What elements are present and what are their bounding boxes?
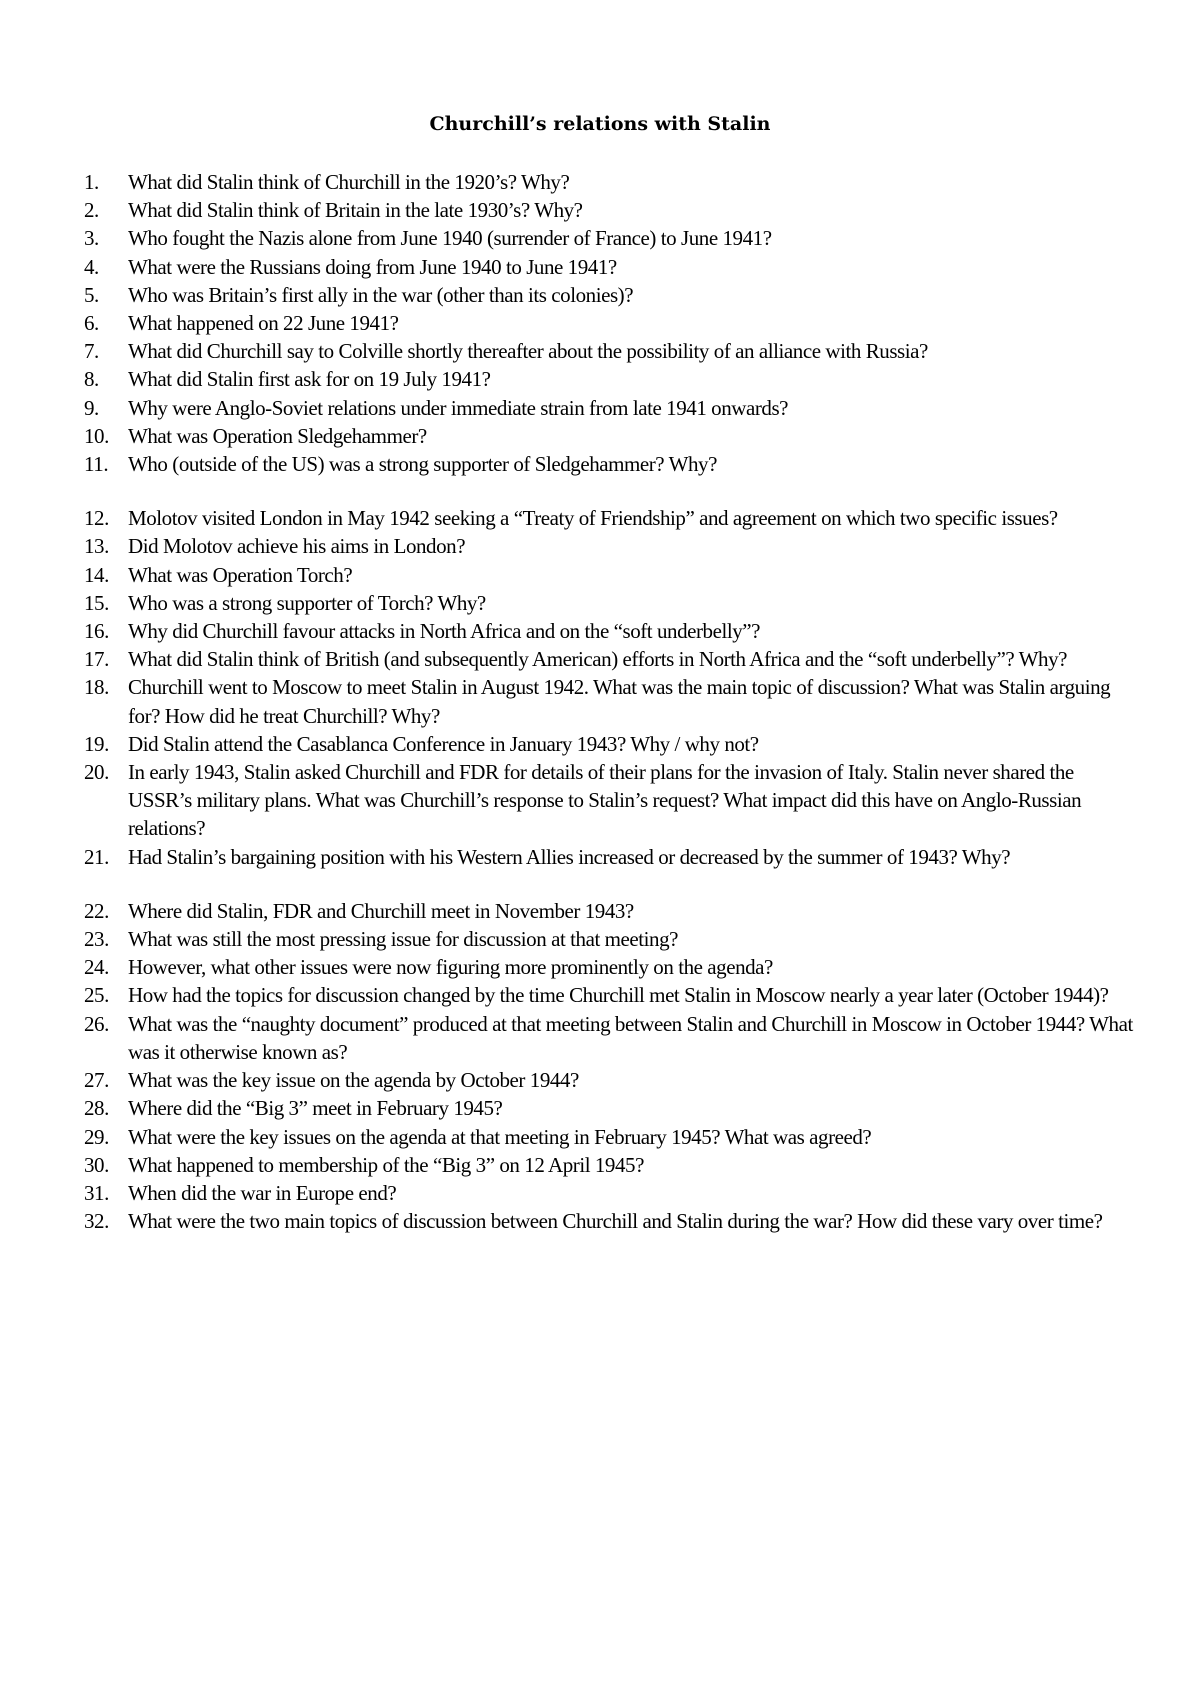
- question-item: [84, 645, 1134, 673]
- document-title: Churchill’s relations with Stalin: [429, 113, 771, 135]
- question-number: 19.: [84, 731, 109, 756]
- question-item: [84, 168, 1134, 196]
- question-text: Why did Churchill favour attacks in North Africa and on the “soft underbelly”?: [128, 619, 761, 644]
- question-number: 17.: [84, 647, 109, 672]
- question-number: 22.: [84, 898, 109, 923]
- question-item: [84, 394, 1134, 422]
- question-number: 32.: [84, 1209, 109, 1234]
- question-text: What was the “naughty document” produced at that meeting between Stalin and Churchill in Moscow in October 1944? What was it otherwise known as?: [128, 1011, 1133, 1064]
- question-number: 27.: [84, 1068, 109, 1093]
- question-item: [84, 561, 1134, 589]
- question-text: What did Stalin think of Churchill in the 1920’s? Why?: [128, 170, 570, 194]
- question-text: Did Molotov achieve his aims in London?: [128, 534, 466, 559]
- question-number: 7.: [84, 339, 99, 364]
- question-text: What was Operation Torch?: [128, 562, 353, 587]
- question-number: 10.: [84, 423, 109, 448]
- question-item: [84, 196, 1134, 224]
- question-text: Did Stalin attend the Casablanca Conference in January 1943? Why / why not?: [128, 731, 759, 756]
- question-text: Where did Stalin, FDR and Churchill meet in November 1943?: [128, 898, 634, 923]
- question-text: What happened to membership of the “Big 3” on 12 April 1945?: [128, 1152, 644, 1177]
- question-text: Who (outside of the US) was a strong supporter of Sledgehammer? Why?: [128, 452, 717, 477]
- question-item: [84, 224, 1134, 252]
- question-text: Had Stalin’s bargaining position with his Western Allies increased or decreased by the summer of 1943? Why?: [128, 844, 1011, 869]
- question-item: [84, 532, 1134, 560]
- question-text: What were the two main topics of discussion between Churchill and Stalin during the war? How did these vary over time?: [128, 1209, 1103, 1234]
- question-item: [84, 504, 1134, 532]
- question-text: When did the war in Europe end?: [128, 1180, 397, 1205]
- question-item: [84, 422, 1134, 450]
- question-text: What was still the most pressing issue for discussion at that meeting?: [128, 927, 678, 952]
- question-text: However, what other issues were now figuring more prominently on the agenda?: [128, 955, 773, 980]
- question-text: What did Stalin think of British (and subsequently American) efforts in North Africa and the “soft underbelly”? Why?: [128, 647, 1068, 672]
- question-item: [84, 897, 1134, 925]
- question-text: What did Stalin think of Britain in the late 1930’s? Why?: [128, 198, 583, 223]
- question-number: 14.: [84, 562, 109, 587]
- question-item: [84, 309, 1134, 337]
- question-item: [84, 450, 1134, 478]
- question-item: [84, 1010, 1134, 1066]
- question-item: [84, 1179, 1134, 1207]
- question-number: 6.: [84, 311, 99, 336]
- question-item: [84, 758, 1134, 843]
- question-text: What were the key issues on the agenda at that meeting in February 1945? What was agreed?: [128, 1124, 872, 1149]
- question-item: [84, 589, 1134, 617]
- question-number: 2.: [84, 198, 99, 223]
- question-text: Churchill went to Moscow to meet Stalin in August 1942. What was the main topic of discussion? What was Stalin arguing for? How did he treat Churchill? Why?: [128, 675, 1111, 728]
- question-text: What was Operation Sledgehammer?: [128, 423, 427, 448]
- question-item: [84, 730, 1134, 758]
- question-text: Who was a strong supporter of Torch? Why?: [128, 590, 486, 615]
- question-number: 31.: [84, 1180, 109, 1205]
- question-text: Where did the “Big 3” meet in February 1945?: [128, 1096, 503, 1121]
- question-item: [84, 843, 1134, 871]
- question-number: 5.: [84, 282, 99, 307]
- question-text: Who was Britain’s first ally in the war (other than its colonies)?: [128, 282, 634, 307]
- question-number: 12.: [84, 506, 109, 531]
- question-item: [84, 981, 1134, 1009]
- question-item: [84, 953, 1134, 981]
- question-item: [84, 253, 1134, 281]
- question-number: 13.: [84, 534, 109, 559]
- question-number: 21.: [84, 844, 109, 869]
- question-item: [84, 925, 1134, 953]
- question-item: [84, 337, 1134, 365]
- question-number: 30.: [84, 1152, 109, 1177]
- question-text: Why were Anglo-Soviet relations under immediate strain from late 1941 onwards?: [128, 395, 789, 420]
- question-item: [84, 1066, 1134, 1094]
- question-list: [84, 168, 1134, 1235]
- question-item: [84, 1123, 1134, 1151]
- question-number: 8.: [84, 367, 99, 392]
- question-item: [84, 673, 1134, 729]
- question-number: 28.: [84, 1096, 109, 1121]
- question-number: 4.: [84, 254, 99, 279]
- question-number: 18.: [84, 675, 109, 700]
- question-number: 29.: [84, 1124, 109, 1149]
- question-text: In early 1943, Stalin asked Churchill and FDR for details of their plans for the invasion of Italy. Stalin never shared the USSR’s military plans. What was Churchill’s response to Stalin’s request? What impact did this have on Anglo-Russian relations?: [128, 760, 1082, 841]
- question-number: 15.: [84, 590, 109, 615]
- question-item: [84, 1207, 1134, 1235]
- question-number: 1.: [84, 170, 99, 194]
- question-number: 9.: [84, 395, 99, 420]
- question-number: 20.: [84, 760, 109, 785]
- question-text: What did Stalin first ask for on 19 July 1941?: [128, 367, 491, 392]
- question-text: What was the key issue on the agenda by October 1944?: [128, 1068, 579, 1093]
- question-item: [84, 1094, 1134, 1122]
- question-item: [84, 365, 1134, 393]
- question-text: How had the topics for discussion changed by the time Churchill met Stalin in Moscow nearly a year later (October 1944)?: [128, 983, 1109, 1008]
- question-text: What happened on 22 June 1941?: [128, 311, 399, 336]
- question-number: 11.: [84, 452, 109, 477]
- question-number: 3.: [84, 226, 99, 251]
- question-text: Who fought the Nazis alone from June 1940 (surrender of France) to June 1941?: [128, 226, 772, 251]
- question-number: 26.: [84, 1011, 109, 1036]
- question-text: What were the Russians doing from June 1940 to June 1941?: [128, 254, 617, 279]
- question-text: Molotov visited London in May 1942 seeking a “Treaty of Friendship” and agreement on which two specific issues?: [128, 506, 1058, 531]
- question-number: 25.: [84, 983, 109, 1008]
- question-item: [84, 281, 1134, 309]
- question-number: 23.: [84, 927, 109, 952]
- question-item: [84, 617, 1134, 645]
- question-text: What did Churchill say to Colville shortly thereafter about the possibility of an alliance with Russia?: [128, 339, 928, 364]
- question-number: 16.: [84, 619, 109, 644]
- question-number: 24.: [84, 955, 109, 980]
- question-item: [84, 1151, 1134, 1179]
